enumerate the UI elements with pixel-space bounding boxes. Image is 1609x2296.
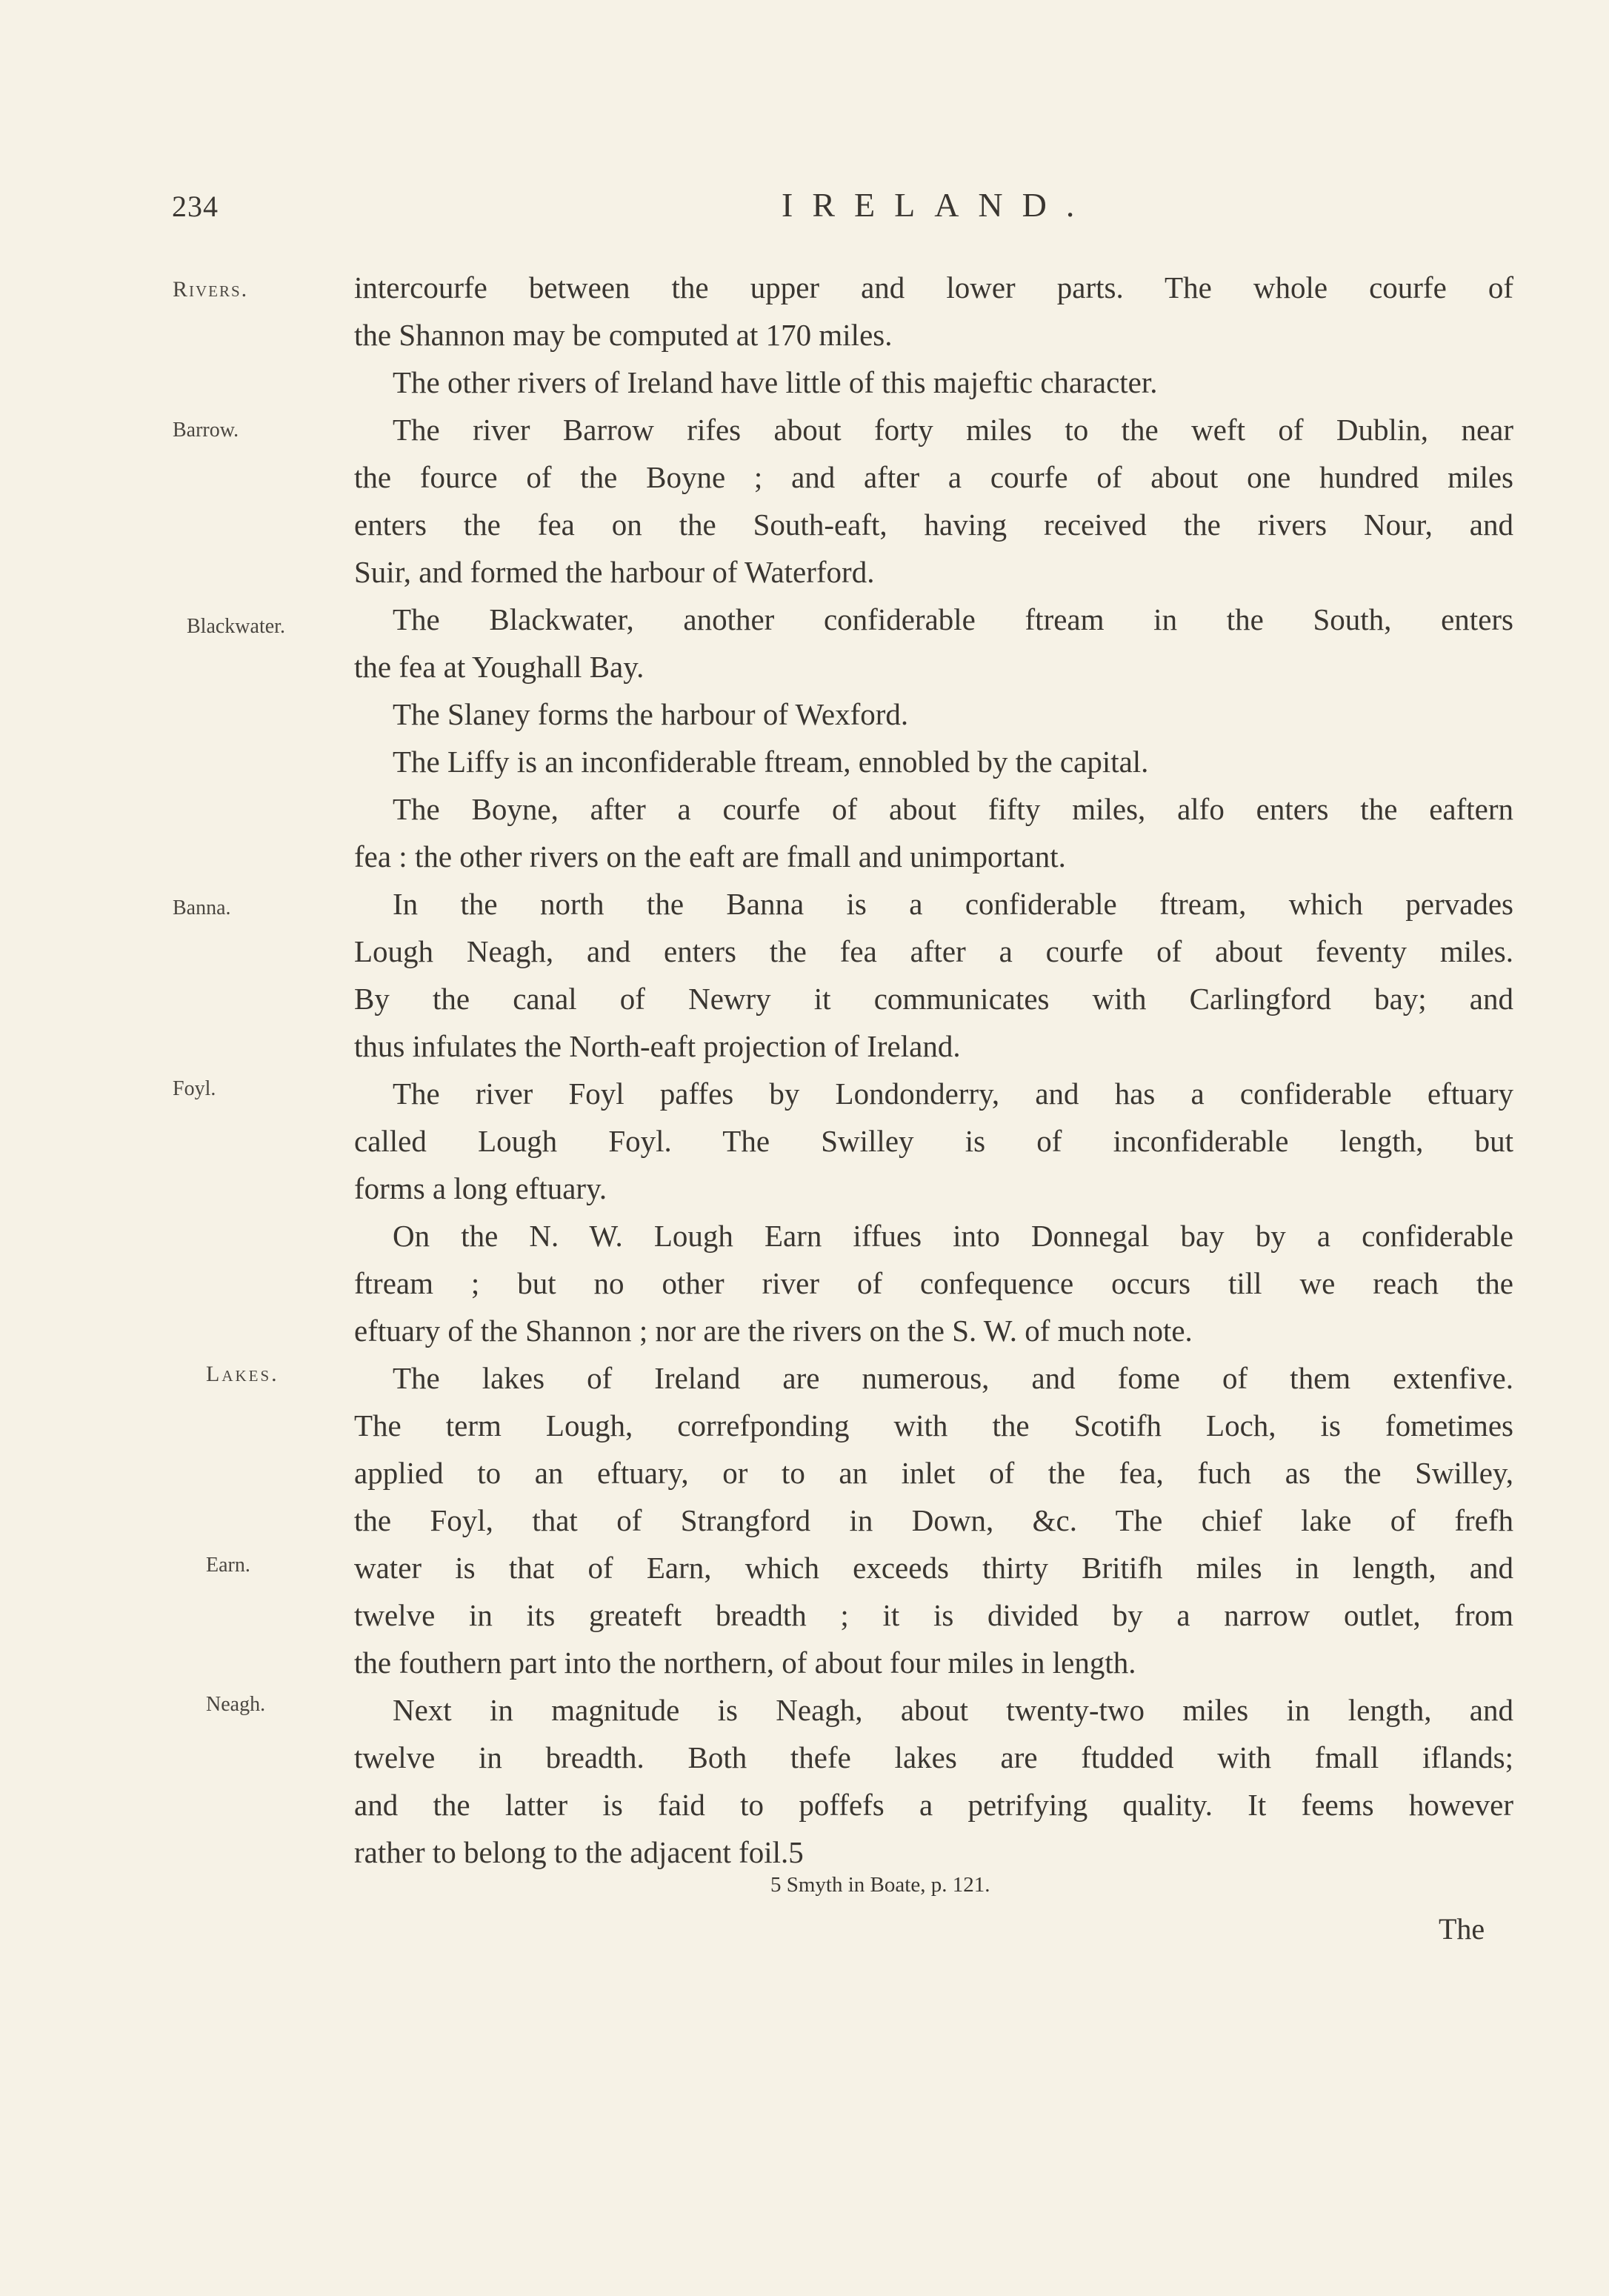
body-line: The lakes of Ireland are numerous, and fome of them extenfive. (393, 1361, 1513, 1395)
body-line: thus infulates the North-eaft projection of Ireland. (354, 1029, 961, 1063)
body-line: and the latter is faid to poffefs a petrifying quality. It feems however (354, 1788, 1513, 1822)
page-number: 234 (172, 190, 219, 223)
margin-note-barrow: Barrow. (173, 419, 239, 442)
catchword: The (1439, 1912, 1485, 1946)
body-line: called Lough Foyl. The Swilley is of inconfiderable length, but (354, 1124, 1513, 1158)
margin-note-rivers: Rivers. (173, 277, 249, 302)
body-line: forms a long eftuary. (354, 1171, 607, 1205)
body-line: Next in magnitude is Neagh, about twenty-two miles in length, and (393, 1693, 1513, 1727)
body-line: Suir, and formed the harbour of Waterford. (354, 555, 875, 589)
body-line: enters the fea on the South-eaft, having received the rivers Nour, and (354, 508, 1513, 542)
body-line: water is that of Earn, which exceeds thirty Britifh miles in length, and (354, 1551, 1513, 1585)
body-line: On the N. W. Lough Earn iffues into Donnegal bay by a confiderable (393, 1219, 1513, 1253)
body-line: eftuary of the Shannon ; nor are the rivers on the S. W. of much note. (354, 1314, 1193, 1348)
body-line: In the north the Banna is a confiderable ftream, which pervades (393, 887, 1513, 921)
body-line: the Shannon may be computed at 170 miles. (354, 318, 893, 352)
body-line: twelve in its greateft breadth ; it is divided by a narrow outlet, from (354, 1598, 1513, 1632)
body-line: ftream ; but no other river of confequence occurs till we reach the (354, 1266, 1513, 1300)
body-line: The river Barrow rifes about forty miles to the weft of Dublin, near (393, 413, 1513, 447)
body-line: The Boyne, after a courfe of about fifty miles, alfo enters the eaftern (393, 792, 1513, 826)
body-line: intercourfe between the upper and lower parts. The whole courfe of (354, 270, 1513, 305)
body-line: rather to belong to the adjacent foil.5 (354, 1835, 804, 1869)
margin-note-lakes: Lakes. (206, 1362, 279, 1386)
body-line: Lough Neagh, and enters the fea after a courfe of about feventy miles. (354, 934, 1513, 968)
body-line: The Slaney forms the harbour of Wexford. (393, 697, 909, 731)
body-line: The Liffy is an inconfiderable ftream, ennobled by the capital. (393, 745, 1149, 779)
footnote: 5 Smyth in Boate, p. 121. (770, 1873, 990, 1897)
margin-note-earn: Earn. (206, 1554, 250, 1577)
running-title: IRELAND. (782, 186, 1094, 224)
body-line: The term Lough, correfponding with the Scotifh Loch, is fometimes (354, 1408, 1513, 1443)
body-line: fea : the other rivers on the eaft are fmall and unimportant. (354, 839, 1066, 874)
body-line: twelve in breadth. Both thefe lakes are ftudded with fmall iflands; (354, 1740, 1513, 1774)
body-line: the fouthern part into the northern, of about four miles in length. (354, 1646, 1136, 1680)
body-line: The Blackwater, another confiderable ftream in the South, enters (393, 602, 1513, 636)
margin-note-banna: Banna. (173, 896, 231, 919)
body-line: The river Foyl paffes by Londonderry, and has a confiderable eftuary (393, 1077, 1513, 1111)
margin-note-neagh: Neagh. (206, 1693, 266, 1716)
body-line: applied to an eftuary, or to an inlet of the fea, fuch as the Swilley, (354, 1456, 1513, 1490)
body-line: the Foyl, that of Strangford in Down, &c. The chief lake of frefh (354, 1503, 1513, 1537)
body-line: The other rivers of Ireland have little of this majeftic character. (393, 365, 1158, 399)
body-line: the fource of the Boyne ; and after a courfe of about one hundred miles (354, 460, 1513, 494)
margin-note-foyl: Foyl. (173, 1077, 216, 1100)
body-line: By the canal of Newry it communicates with Carlingford bay; and (354, 982, 1513, 1016)
body-line: the fea at Youghall Bay. (354, 650, 644, 684)
margin-note-blackwater: Blackwater. (187, 615, 285, 638)
